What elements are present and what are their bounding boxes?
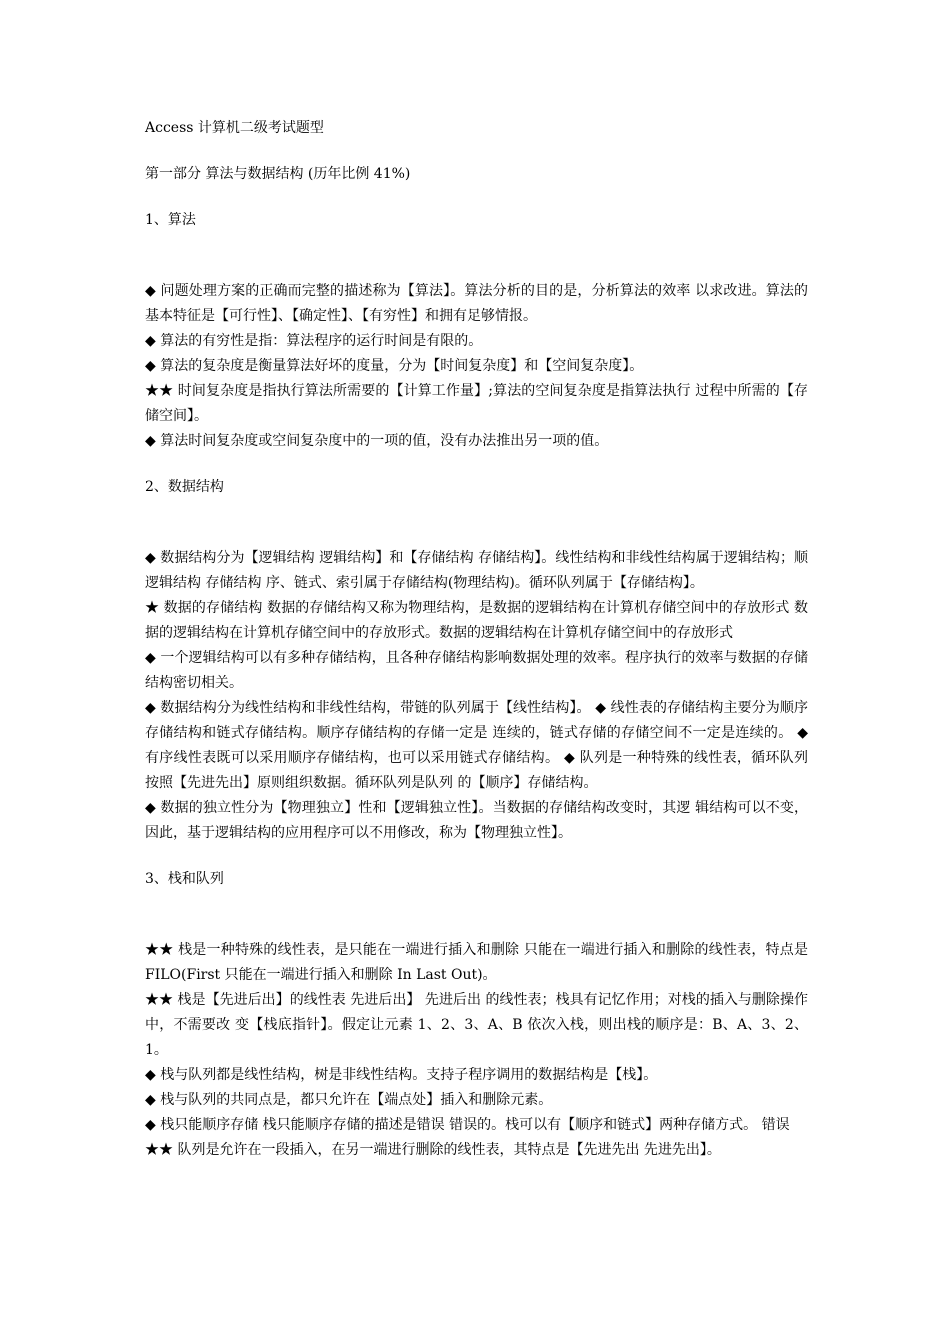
section-heading: 1、算法 [145,212,196,228]
paragraph: ◆ 一个逻辑结构可以有多种存储结构，且各种存储结构影响数据处理的效率。程序执行的效率与数据的存储结构密切相关。 [145,650,808,691]
section-algorithm [145,208,808,454]
part-title: 第一部分 算法与数据结构 (历年比例 41%) [145,166,411,182]
paragraph: ◆ 栈与队列都是线性结构，树是非线性结构。支持子程序调用的数据结构是【栈】。 [145,1067,658,1083]
section-heading: 2、数据结构 [145,479,224,495]
paragraph: ◆ 数据的独立性分为【物理独立】性和【逻辑独立性】。当数据的存储结构改变时，其逻 辑结构可以不变，因此，基于逻辑结构的应用程序可以不用修改，称为【物理独立性】。 [145,800,808,841]
paragraph: ◆ 算法的有穷性是指：算法程序的运行时间是有限的。 [145,333,483,349]
paragraph: ◆ 栈与队列的共同点是，都只允许在【端点处】插入和删除元素。 [145,1092,553,1108]
document-body [145,116,808,1163]
paragraph: ◆ 栈只能顺序存储 栈只能顺序存储的描述是错误 错误的。栈可以有【顺序和链式】两种存储方式。 错误 [145,1117,790,1133]
paragraph: ◆ 数据结构分为线性结构和非线性结构，带链的队列属于【线性结构】。 ◆ 线性表的存储结构主要分为顺序存储结构和链式存储结构。顺序存储结构的存储一定是 连续的，链式存储的存储空间不一定是连续的。 ◆ 有序线性表既可以采用顺序存储结构，也可以采用链式存储结构。 ◆ 队列是一种特殊的线性表，循环队列按照【先进先出】原则组织数据。循环队列是队列 的【顺序】存储结构。 [145,700,808,791]
paragraph: ★★ 队列是允许在一段插入，在另一端进行删除的线性表，其特点是【先进先出 先进先出】。 [145,1142,721,1158]
document-title: Access 计算机二级考试题型 [145,120,324,136]
section-stack-queue [145,867,808,1163]
section-spacer [145,454,808,475]
section-data-structure [145,475,808,846]
paragraph: ★★ 栈是【先进后出】的线性表 先进后出】 先进后出 的线性表；栈具有记忆作用；对栈的插入与删除操作中，不需要改 变【栈底指针】。假定让元素 1、2、3、A、B 依次入栈，则出栈的顺序是：B、A、3、2、1。 [145,992,808,1058]
paragraph: ★★ 栈是一种特殊的线性表，是只能在一端进行插入和删除 只能在一端进行插入和删除的线性表，特点是 FILO(First 只能在一端进行插入和删除 In Last Out)。 [145,942,808,983]
paragraph: ◆ 数据结构分为【逻辑结构 逻辑结构】和【存储结构 存储结构】。线性结构和非线性结构属于逻辑结构；顺 逻辑结构 存储结构 序、链式、索引属于存储结构(物理结构)。循环队列属于【存储结构】。 [145,550,808,591]
paragraph: ◆ 问题处理方案的正确而完整的描述称为【算法】。算法分析的目的是，分析算法的效率 以求改进。算法的基本特征是【可行性】、【确定性】、【有穷性】和拥有足够情报。 [145,283,808,324]
paragraph: ◆ 算法时间复杂度或空间复杂度中的一项的值，没有办法推出另一项的值。 [145,433,609,449]
paragraph: ★★ 时间复杂度是指执行算法所需要的【计算工作量】;算法的空间复杂度是指算法执行 过程中所需的【存储空间】。 [145,383,808,424]
section-spacer [145,846,808,867]
section-heading: 3、栈和队列 [145,871,224,887]
paragraph: ★ 数据的存储结构 数据的存储结构又称为物理结构，是数据的逻辑结构在计算机存储空间中的存放形式 数据的逻辑结构在计算机存储空间中的存放形式。数据的逻辑结构在计算机存储空间中的存放形式 [145,600,808,641]
paragraph: ◆ 算法的复杂度是衡量算法好坏的度量，分为【时间复杂度】和【空间复杂度】。 [145,358,644,374]
